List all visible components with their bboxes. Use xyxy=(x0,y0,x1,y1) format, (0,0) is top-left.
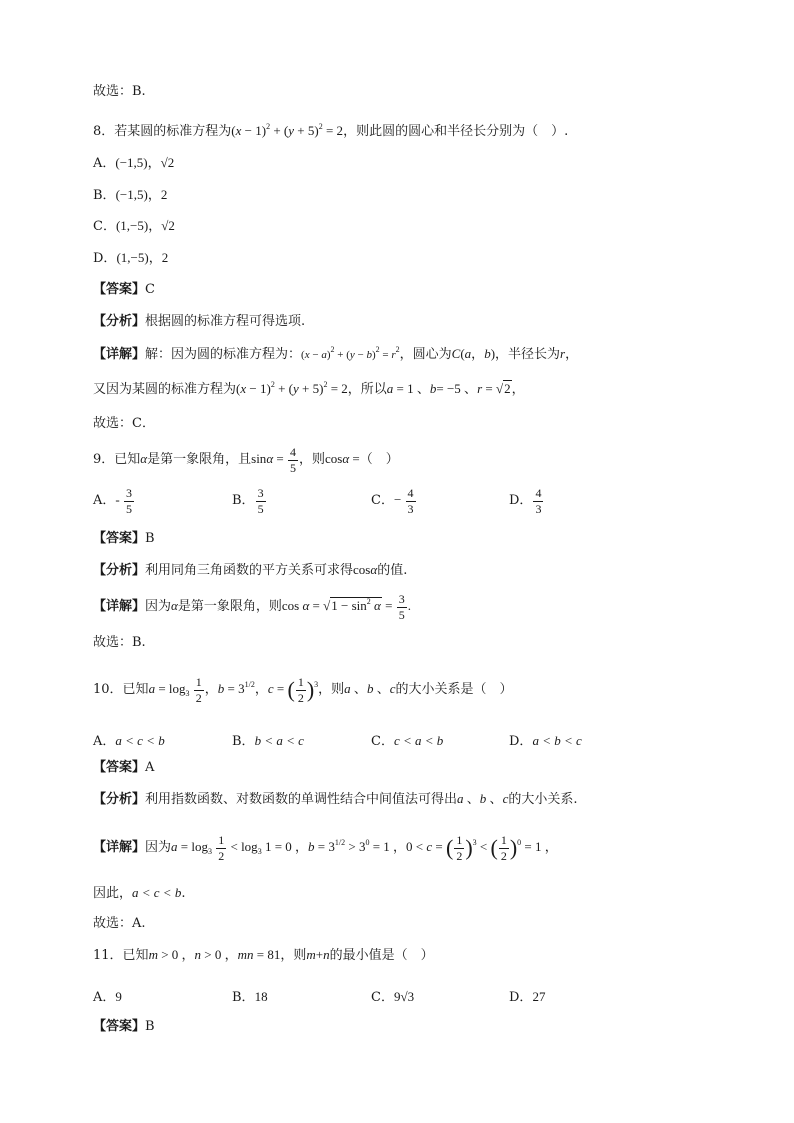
q10-detail-a: 因为 xyxy=(145,840,172,856)
q11-option-c-letter: C． xyxy=(371,990,394,1005)
q10-analysis-a: 利用指数函数、对数函数的单调性结合中间值法可得出 xyxy=(145,792,458,807)
q9-sin-expr: sinα = $\frac{4}{5}$ xyxy=(251,445,296,475)
q8-stem-a: 若某圆的标准方程为 xyxy=(114,124,232,139)
q10-stem-a: 已知 xyxy=(122,682,149,698)
q8-option-a-sep: ， xyxy=(147,156,161,171)
q10-option-b xyxy=(232,730,304,749)
q11-answer-value: B xyxy=(145,1019,155,1034)
q8-option-b-radius: 2 xyxy=(160,187,168,202)
q8-detail-3: ，半径长为 xyxy=(495,347,561,362)
q8-detail-2: ，圆心为 xyxy=(399,347,452,362)
q9-detail-a: 因为 xyxy=(145,599,172,615)
q9-option-a-value: - $\frac{3}{5}$ xyxy=(115,486,132,516)
q9-option-d xyxy=(509,487,544,515)
q9-option-a xyxy=(93,487,135,515)
q8-answer-value: C xyxy=(145,282,155,297)
q9-stem-c: ，则 xyxy=(298,452,325,468)
q9-detail xyxy=(93,593,411,621)
q11-stem-b: ，则 xyxy=(280,948,307,963)
q8-option-c xyxy=(93,219,175,233)
q9-option-d-value: $\frac{4}{3}$ xyxy=(535,486,542,516)
q10-analysis-b: 的大小关系. xyxy=(508,792,578,807)
q9-option-b xyxy=(232,487,267,515)
q10-vars: a 、b 、c xyxy=(344,681,396,697)
q10-number: 10． xyxy=(93,682,123,698)
q10-detail xyxy=(93,834,558,862)
q9-detail-expr: $\cos \alpha = √1 - \sin^2 \alpha$ = $\frac{3}{5}$ . xyxy=(281,592,411,622)
q10-detail-tag: 【详解】 xyxy=(93,840,146,856)
q8-option-c-sep: ， xyxy=(148,219,162,234)
q10-option-a-expr: a < c < b xyxy=(115,733,165,748)
q11-option-c xyxy=(371,986,414,1005)
q8-analysis xyxy=(93,315,305,328)
q11-option-d-letter: D． xyxy=(509,990,533,1005)
q9-option-c xyxy=(371,487,417,515)
q9-detail-b: 是第一象限角，则 xyxy=(177,599,282,615)
q10-analysis-tag: 【分析】 xyxy=(93,792,146,807)
q8-option-a-point: (−1,5) xyxy=(115,155,148,170)
q8-detail-tag: 【详解】 xyxy=(93,347,146,362)
q8-equation: $(x - 1)^2 + (y + 5)^2 = 2$ xyxy=(231,122,344,138)
q8-option-c-radius: √2 xyxy=(161,218,175,233)
q10-answer xyxy=(93,761,154,774)
q11-option-b xyxy=(232,986,268,1005)
q9-stem-d: （ ） xyxy=(359,452,399,468)
q10-option-a xyxy=(93,730,165,749)
q8-option-d-radius: 2 xyxy=(161,250,169,265)
q9-option-b-letter: B． xyxy=(232,493,255,509)
q10-option-c-letter: C． xyxy=(371,734,394,749)
q9-detail-tag: 【详解】 xyxy=(93,599,146,615)
q11-option-c-value: 9√3 xyxy=(393,989,415,1004)
q10-option-d-letter: D． xyxy=(509,734,533,749)
q9-choose: 故选：B. xyxy=(93,635,146,650)
q10-stem-c: 的大小关系是（ ） xyxy=(395,682,513,698)
q8-stem-b: ，则此圆的圆心和半径长分别为（ ）. xyxy=(343,124,569,139)
q8-detail-line1: 【详解】解：因为圆的标准方程为：$(x - a)^2 + (y - b)^2 = r^2$，圆心为C(a，b)，半径长为r， xyxy=(93,345,579,362)
q8-equation-2: $(x - 1)^2 + (y + 5)^2 = 2$ xyxy=(236,380,348,396)
q8-option-b-point: (−1,5) xyxy=(115,187,148,202)
q10-stem xyxy=(93,676,513,704)
q10-option-c-expr: c < a < b xyxy=(393,733,444,748)
q8-detail-1: 解：因为圆的标准方程为： xyxy=(145,347,302,362)
q9-answer-value: B xyxy=(145,531,155,546)
q10-therefore: 因此，a < c < b. xyxy=(93,885,186,901)
q8-option-c-point: (1,−5) xyxy=(115,218,149,233)
q11-option-d-value: 27 xyxy=(532,989,546,1004)
q9-stem xyxy=(93,446,399,474)
q8-option-b xyxy=(93,188,167,202)
q10-option-a-letter: A． xyxy=(93,734,116,749)
q9-cos-expr: cosα = xyxy=(325,451,360,467)
q11-option-b-letter: B． xyxy=(232,990,255,1005)
q11-stem xyxy=(93,948,434,962)
q9-detail-alpha: α xyxy=(171,598,178,614)
q8-values: a = 1 、b= −5 、r = √2， xyxy=(386,381,525,396)
q8-option-b-letter: B． xyxy=(93,188,116,203)
q9-alpha: α xyxy=(140,451,148,467)
q8-option-d xyxy=(93,251,168,265)
q8-analysis-text: 根据圆的标准方程可得选项. xyxy=(145,314,306,329)
q8-stem xyxy=(93,123,568,138)
prev-choose: 故选：B. xyxy=(93,84,146,99)
q11-option-a-value: 9 xyxy=(115,989,122,1004)
q10-option-c xyxy=(371,730,443,749)
q9-option-c-value: − $\frac{4}{3}$ xyxy=(393,486,414,516)
q10-answer-tag: 【答案】 xyxy=(93,760,146,775)
q9-stem-a: 已知 xyxy=(114,452,141,468)
q9-analysis-b: 的值. xyxy=(377,563,408,578)
q8-number: 8． xyxy=(93,124,115,139)
q9-answer-tag: 【答案】 xyxy=(93,531,146,546)
q8-analysis-tag: 【分析】 xyxy=(93,314,146,329)
q8-center-expr: C(a，b) xyxy=(451,346,496,361)
q8-answer-tag: 【答案】 xyxy=(93,282,146,297)
q8-option-c-letter: C． xyxy=(93,219,116,234)
q11-answer-tag: 【答案】 xyxy=(93,1019,146,1034)
q8-detail-5: ，所以 xyxy=(347,382,387,397)
q9-number: 9． xyxy=(93,452,115,468)
q10-option-d-expr: a < b < c xyxy=(532,733,582,748)
q8-option-d-point: (1,−5) xyxy=(116,250,149,265)
q8-option-b-sep: ， xyxy=(147,188,161,203)
q11-conditions: m > 0 ，n > 0 ，mn = 81 xyxy=(148,947,281,962)
q11-stem-c: 的最小值是（ ） xyxy=(329,948,434,963)
q11-option-b-value: 18 xyxy=(254,989,268,1004)
q8-detail-4: 又因为某圆的标准方程为 xyxy=(93,382,237,397)
q10-option-b-letter: B． xyxy=(232,734,255,749)
q10-analysis-vars: a 、b 、c xyxy=(457,791,509,806)
q8-option-d-letter: D． xyxy=(93,251,117,266)
q9-analysis xyxy=(93,563,407,577)
q10-detail-exprs: $a = \log_3$ $\frac{1}{2}$ < $\log_3 1 = 0$ ，$b = 3^{1/2} > 3^0 = 1$ ，0 < c = ( $\frac{1}{2}$ )$^3$ < ( $\frac{1}{2}$ )$^0$ = 1 ， xyxy=(171,833,558,863)
q9-analysis-cos: cosα xyxy=(353,562,378,577)
q8-option-d-sep: ， xyxy=(148,251,162,266)
q10-therefore-expr: a < c < b xyxy=(132,885,182,900)
q10-option-b-expr: b < a < c xyxy=(254,733,304,748)
q10-answer-value: A xyxy=(145,760,155,775)
q8-choose: 故选：C． xyxy=(93,416,155,431)
q9-analysis-tag: 【分析】 xyxy=(93,563,146,578)
q8-option-a xyxy=(93,156,174,170)
q10-therefore-text: 因此， xyxy=(93,886,133,901)
q9-analysis-a: 利用同角三角函数的平方关系可求得 xyxy=(145,563,354,578)
q8-radius-symbol: r xyxy=(560,346,566,361)
q11-stem-a: 已知 xyxy=(122,948,149,963)
q11-answer xyxy=(93,1020,155,1033)
q10-option-d xyxy=(509,730,582,749)
q11-option-d xyxy=(509,986,545,1005)
q11-option-a xyxy=(93,986,122,1005)
q8-detail-line2 xyxy=(93,381,525,396)
q9-option-a-letter: A． xyxy=(93,493,116,509)
q8-standard-form: $(x - a)^2 + (y - b)^2 = r^2$ xyxy=(301,345,400,361)
q9-stem-b: 是第一象限角，且 xyxy=(147,452,252,468)
q10-choose: 故选：A. xyxy=(93,916,146,931)
q8-option-a-letter: A． xyxy=(93,156,116,171)
q11-target: m+n xyxy=(306,947,330,962)
q10-given-exprs: $a = \log_3$ $\frac{1}{2}$ ，$b = 3^{1/2}$，c = ( $\frac{1}{2}$ )$^3$ xyxy=(148,675,319,705)
q8-option-a-radius: √2 xyxy=(160,155,175,170)
q9-option-c-letter: C． xyxy=(371,493,394,509)
q9-answer xyxy=(93,532,155,545)
q10-stem-b: ，则 xyxy=(318,682,345,698)
q11-number: 11． xyxy=(93,948,123,963)
q9-option-b-value: $\frac{3}{5}$ xyxy=(257,486,264,516)
q11-option-a-letter: A． xyxy=(93,990,116,1005)
q10-analysis xyxy=(93,792,577,806)
q8-answer xyxy=(93,283,155,296)
q9-option-d-letter: D． xyxy=(509,493,533,509)
